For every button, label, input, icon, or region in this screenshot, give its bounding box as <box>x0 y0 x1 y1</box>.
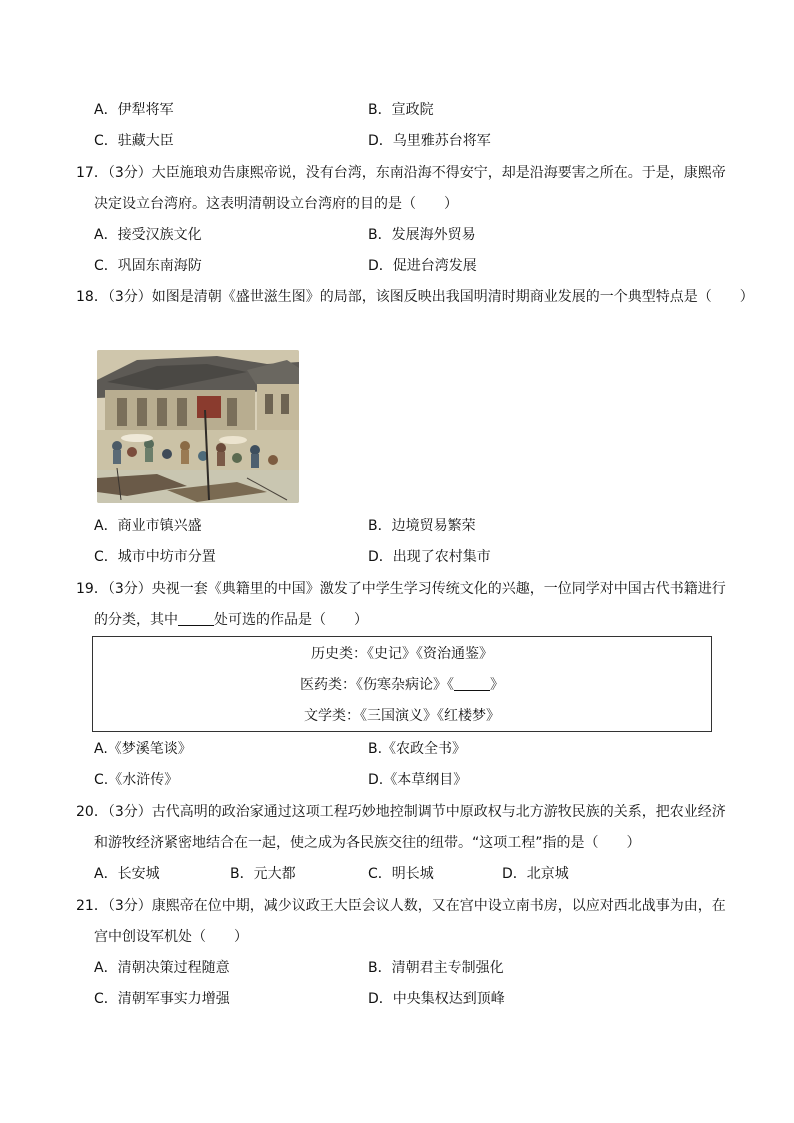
q19-stem-line-2 <box>94 610 368 630</box>
q19-option-b: B.《农政全书》 <box>368 741 467 757</box>
q16-option-d: D．乌里雅苏台将军 <box>368 133 491 149</box>
q17-stem-line-1: 17．（3分）大臣施琅劝告康熙帝说，没有台湾，东南沿海不得安宁，却是沿海要害之所在。于是，康熙帝 <box>76 165 726 181</box>
q19-option-d: D.《本草纲目》 <box>368 772 468 788</box>
q21-option-a: A．清朝决策过程随意 <box>94 960 230 976</box>
painting-image <box>97 350 299 503</box>
q21-option-d: D．中央集权达到顶峰 <box>368 991 505 1007</box>
q18-option-b: B．边境贸易繁荣 <box>368 518 476 534</box>
q21-stem-line-1: 21．（3分）康熙帝在位中期，减少议政王大臣会议人数，又在宫中设立南书房，以应对西北战事为由，在 <box>76 898 726 914</box>
box-medicine-post: 》 <box>490 677 504 693</box>
q17-option-c: C．巩固东南海防 <box>94 258 202 274</box>
q18-stem-line-1: 18．（3分）如图是清朝《盛世滋生图》的局部，该图反映出我国明清时期商业发展的一个典型特点是（ ） <box>76 289 754 305</box>
q16-option-b: B．宣政院 <box>368 102 434 118</box>
q17-option-d: D．促进台湾发展 <box>368 258 477 274</box>
q21-stem-line-2: 宫中创设军机处（ ） <box>94 929 248 945</box>
q19-option-a: A.《梦溪笔谈》 <box>94 741 192 757</box>
q17-stem-line-2: 决定设立台湾府。这表明清朝设立台湾府的目的是（ ） <box>94 196 458 212</box>
q21-option-b: B．清朝君主专制强化 <box>368 960 504 976</box>
box-medicine-row <box>93 675 711 695</box>
q20-stem-line-1: 20．（3分）古代高明的政治家通过这项工程巧妙地控制调节中原政权与北方游牧民族的关系，把农业经济 <box>76 804 726 820</box>
box-medicine-pre: 医药类：《伤寒杂病论》《 <box>300 677 454 693</box>
q16-option-a: A．伊犁将军 <box>94 102 174 118</box>
q18-option-c: C．城市中坊市分置 <box>94 549 216 565</box>
q20-option-c: C．明长城 <box>368 866 434 882</box>
box-literature-row: 文学类：《三国演义》《红楼梦》 <box>304 708 500 724</box>
q19-stem-line-1: 19．（3分）央视一套《典籍里的中国》激发了中学生学习传统文化的兴趣，一位同学对中国古代书籍进行 <box>76 581 726 597</box>
q17-option-b: B．发展海外贸易 <box>368 227 476 243</box>
q16-option-c: C．驻藏大臣 <box>94 133 174 149</box>
q19-stem-line-2-post: 处可选的作品是（ ） <box>214 612 368 628</box>
q19-option-c: C.《水浒传》 <box>94 772 179 788</box>
box-answer-blank <box>454 676 490 691</box>
q20-option-b: B．元大都 <box>230 866 296 882</box>
q17-option-a: A．接受汉族文化 <box>94 227 202 243</box>
q21-option-c: C．清朝军事实力增强 <box>94 991 230 1007</box>
answer-blank <box>178 611 214 626</box>
book-classification-table <box>92 636 712 732</box>
q20-option-d: D．北京城 <box>502 866 569 882</box>
q20-stem-line-2: 和游牧经济紧密地结合在一起，使之成为各民族交往的纽带。“这项工程”指的是（ ） <box>94 835 641 851</box>
q18-option-a: A．商业市镇兴盛 <box>94 518 202 534</box>
q20-option-a: A．长安城 <box>94 866 160 882</box>
q18-option-d: D．出现了农村集市 <box>368 549 491 565</box>
q19-stem-line-2-pre: 的分类，其中 <box>94 612 178 628</box>
box-history-row: 历史类：《史记》《资治通鉴》 <box>311 646 493 662</box>
painting-illustration <box>97 350 299 503</box>
